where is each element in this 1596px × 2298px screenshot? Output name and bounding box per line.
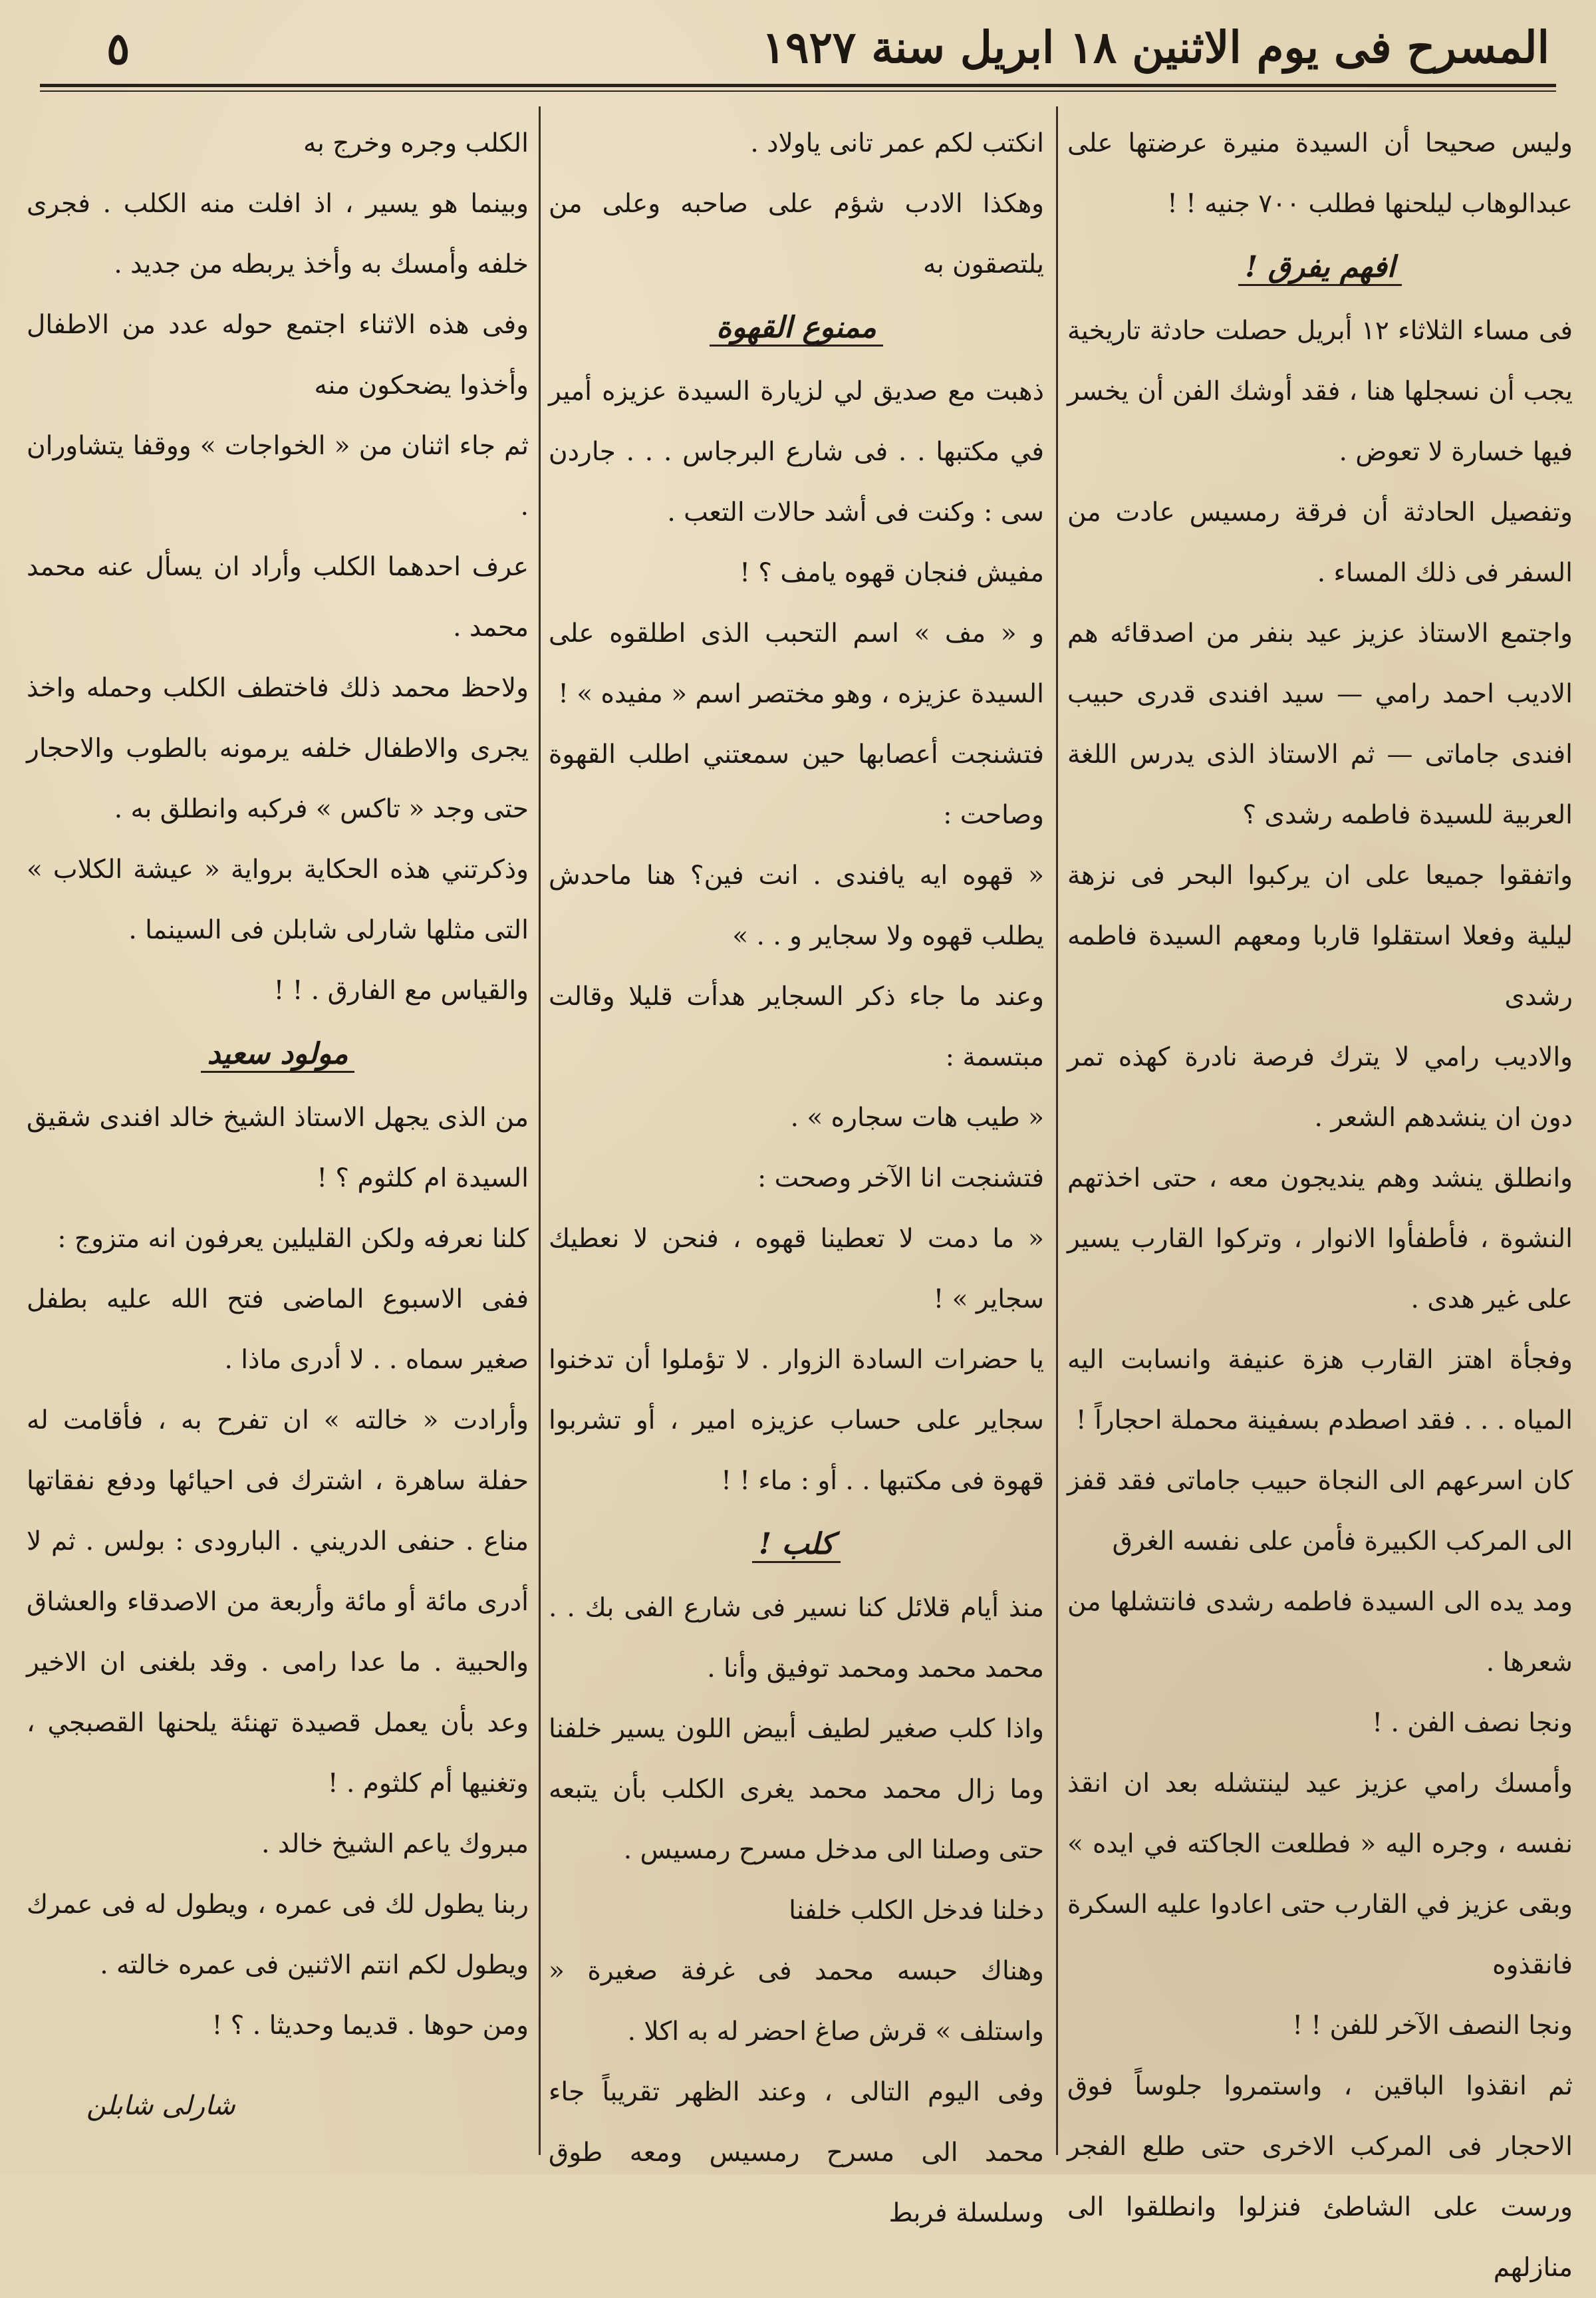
article-paragraph: عرف احدهما الكلب وأراد ان يسأل عنه محمد محمد . (27, 552, 529, 643)
article-paragraph: وانطلق ينشد وهم ينديجون معه ، حتى اخذتهم النشوة ، فأطفأوا الانوار ، وتركوا القارب يسير على غير هدى . (1067, 1163, 1573, 1314)
article-paragraph: وفى هذه الاثناء اجتمع حوله عدد من الاطفال وأخذوا يضحكون منه (27, 310, 529, 400)
heading-text: افهم يفرق ! (1238, 250, 1402, 286)
article-paragraph: يا حضرات السادة الزوار . لا تؤملوا أن تدخنوا سجاير على حساب عزيزه امير ، أو تشربوا قهوة فى مكتبها . . أو : ماء ! ! (549, 1345, 1044, 1496)
article-heading (27, 1021, 529, 1087)
article-heading (549, 295, 1044, 361)
article-paragraph: الكلب وجره وخرج به (303, 128, 529, 158)
article-paragraph: واذا كلب صغير لطيف أبيض اللون يسير خلفنا وما زال محمد محمد يغرى الكلب بأن يتبعه حتى وصلنا الى مدخل مسرح رمسيس . (549, 1714, 1044, 1865)
article-heading (1067, 234, 1573, 301)
page-number: ٥ (106, 23, 130, 74)
article-paragraph: والاديب رامي لا يترك فرصة نادرة كهذه تمر دون ان ينشدهم الشعر . (1067, 1042, 1573, 1133)
article-paragraph: وأرادت « خالته » ان تفرح به ، فأقامت له حفلة ساهرة ، اشترك فى احيائها ودفع نفقاتها مناع . حنفى الدريني . البارودى : بولس . ثم لا أدرى مائة أو مائة وأربعة من الاصدقاء والعشاق والحبية . ما عدا رامى . وقد بلغنى ان الاخير وعد بأن يعمل قصيدة تهنئة يلحنها القصبجي ، وتغنيها أم كلثوم . ! (27, 1405, 529, 1798)
article-paragraph: « قهوه ايه يافندى . انت فين؟ هنا ماحدش يطلب قهوه ولا سجاير و . . » (549, 861, 1044, 951)
page-title: المسرح فى يوم الاثنين ١٨ ابريل سنة ١٩٢٧ (761, 21, 1549, 73)
column-divider-right (1056, 106, 1058, 2155)
article-paragraph: واتفقوا جميعا على ان يركبوا البحر فى نزهة ليلية وفعلا استقلوا قاربا ومعهم السيدة فاطمه رشدى (1067, 861, 1573, 1012)
article-paragraph: واجتمع الاستاذ عزيز عيد بنفر من اصدقائه هم الاديب احمد رامي — سيد افندى قدرى حبيب افندى جاماتى — ثم الاستاذ الذى يدرس اللغة العربية للسيدة فاطمه رشدى ؟ (1067, 619, 1573, 830)
header-divider (40, 84, 1556, 87)
article-paragraph: ونجا النصف الآخر للفن ! ! (1292, 2011, 1573, 2041)
article-paragraph: ولاحظ محمد ذلك فاختطف الكلب وحمله واخذ يجرى والاطفال خلفه يرمونه بالطوب والاحجار حتى وجد « تاكس » فركبه وانطلق به . (27, 673, 529, 824)
article-paragraph: ومد يده الى السيدة فاطمه رشدى فانتشلها من شعرها . (1067, 1587, 1573, 1677)
column-middle (549, 113, 1045, 2228)
article-paragraph: ربنا يطول لك فى عمره ، ويطول له فى عمرك ويطول لكم انتم الاثنين فى عمره خالته . (27, 1890, 529, 1980)
author-signature: شارلى شابلن (86, 2090, 235, 2121)
article-paragraph: فى مساء الثلاثاء ١٢ أبريل حصلت حادثة تاريخية يجب أن نسجلها هنا ، فقد أوشك الفن أن يخسر فيها خسارة لا تعوض . (1067, 316, 1573, 467)
article-paragraph: ففى الاسبوع الماضى فتح الله عليه بطفل صغير سماه . . لا أدرى ماذا . (27, 1284, 529, 1375)
article-paragraph: ومن حوها . قديما وحديثا . ؟ ! (211, 2011, 529, 2041)
article-paragraph: وذكرتني هذه الحكاية برواية « عيشة الكلاب » التى مثلها شارلى شابلن فى السينما . (27, 855, 529, 945)
article-paragraph: « طيب هات سجاره » . (790, 1103, 1044, 1133)
article-paragraph: من الذى يجهل الاستاذ الشيخ خالد افندى شقيق السيدة ام كلثوم ؟ ! (27, 1103, 529, 1193)
article-paragraph: انكتب لكم عمر تانى ياولاد . (750, 128, 1044, 158)
article-paragraph: والقياس مع الفارق . ! ! (273, 976, 529, 1006)
article-paragraph: وتفصيل الحادثة أن فرقة رمسيس عادت من السفر فى ذلك المساء . (1067, 498, 1573, 588)
article-paragraph: وبينما هو يسير ، اذ افلت منه الكلب . فجرى خلفه وأمسك به وأخذ يربطه من جديد . (27, 189, 529, 279)
column-left (27, 113, 529, 2155)
article-paragraph: وليس صحيحا أن السيدة منيرة عرضتها على عبدالوهاب ليلحنها فطلب ٧٠٠ جنيه ! ! (1067, 128, 1573, 219)
article-paragraph: ثم جاء اثنان من « الخواجات » ووقفا يتشاوران . (27, 431, 529, 521)
article-paragraph: و « مف » اسم التحبب الذى اطلقوه على السيدة عزيزه ، وهو مختصر اسم « مفيده » ! (549, 619, 1044, 709)
article-paragraph: وأمسك رامي عزيز عيد لينتشله بعد ان انقذ نفسه ، وجره اليه « فطلعت الجاكته في ايده » وبقى عزيز في القارب حتى اعادوا عليه السكرة فانقذوه (1067, 1769, 1573, 1980)
article-paragraph: كان اسرعهم الى النجاة حبيب جاماتى فقد قفز الى المركب الكبيرة فأمن على نفسه الغرق (1067, 1466, 1573, 1556)
header-divider-thin (40, 90, 1556, 92)
heading-text: ممنوع القهوة (710, 311, 883, 347)
article-paragraph: فتشنجت انا الآخر وصحت : (757, 1163, 1044, 1193)
article-paragraph: وفى اليوم التالى ، وعند الظهر تقريباً جاء محمد الى مسرح رمسيس ومعه طوق وسلسلة فربط (549, 2077, 1045, 2228)
article-paragraph: وهكذا الادب شؤم على صاحبه وعلى من يلتصقون به (549, 189, 1044, 279)
article-paragraph: ونجا نصف الفن . ! (1372, 1708, 1573, 1738)
column-right (1067, 113, 1573, 2283)
column-divider-left (539, 106, 541, 2155)
heading-text: كلب ! (752, 1527, 841, 1563)
article-paragraph: دخلنا فدخل الكلب خلفنا (789, 1896, 1044, 1926)
article-paragraph: مفيش فنجان قهوه يامف ؟ ! (739, 558, 1044, 588)
article-paragraph: كلنا نعرفه ولكن القليلين يعرفون انه متزوج : (57, 1224, 529, 1254)
article-paragraph: وهناك حبسه محمد فى غرفة صغيرة « واستلف » قرش صاغ احضر له به اكلا . (549, 1956, 1044, 2047)
article-paragraph: مبروك ياعم الشيخ خالد . (261, 1829, 529, 1859)
article-paragraph: وعند ما جاء ذكر السجاير هدأت قليلا وقالت مبتسمة : (549, 982, 1044, 1072)
article-paragraph: « ما دمت لا تعطينا قهوه ، فنحن لا نعطيك سجاير » ! (549, 1224, 1044, 1314)
article-heading (549, 1511, 1044, 1578)
heading-text: مولود سعيد (201, 1037, 355, 1073)
article-paragraph: ثم انقذوا الباقين ، واستمروا جلوساً فوق الاحجار فى المركب الاخرى حتى طلع الفجر ورست على الشاطئ فنزلوا وانطلقوا الى منازلهم (1067, 2071, 1573, 2283)
article-paragraph: فتشنجت أعصابها حين سمعتني اطلب القهوة وصاحت : (549, 740, 1044, 830)
article-paragraph: منذ أيام قلائل كنا نسير فى شارع الفى بك . . محمد محمد ومحمد توفيق وأنا . (549, 1593, 1044, 1683)
masthead (27, 13, 1569, 86)
article-paragraph: وفجأة اهتز القارب هزة عنيفة وانسابت اليه المياه . . . فقد اصطدم بسفينة محملة احجاراً ! (1067, 1345, 1573, 1435)
article-paragraph: ذهبت مع صديق لي لزيارة السيدة عزيزه أمير في مكتبها . . فى شارع البرجاس . . . جاردن سى : وكنت فى أشد حالات التعب . (549, 376, 1044, 527)
